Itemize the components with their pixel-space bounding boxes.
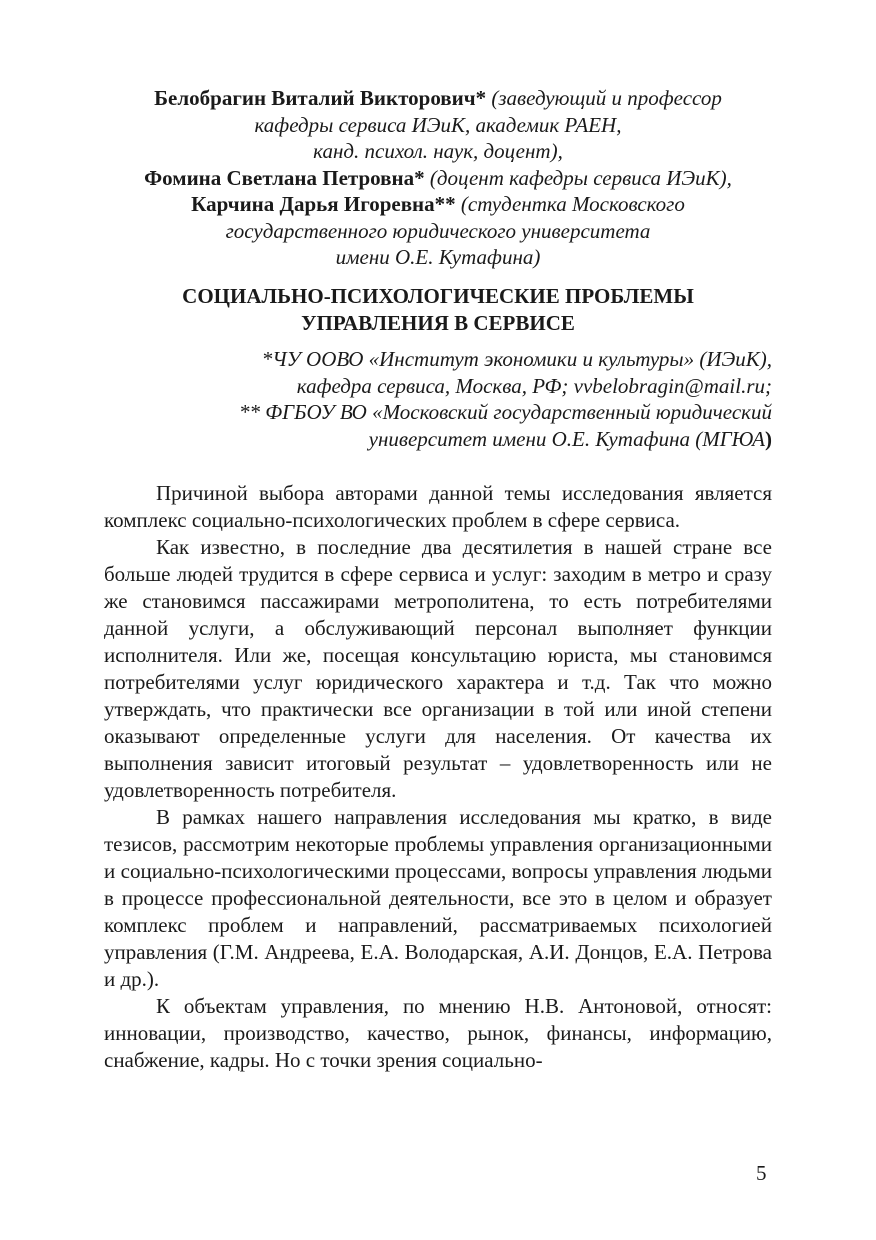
author-1-line-3	[90, 138, 786, 165]
author-3-name: Карчина Дарья Игоревна**	[191, 192, 456, 216]
paragraph: Причиной выбора авторами данной темы исследования является комплекс социально-психологических проблем в сфере сервиса.	[104, 481, 772, 532]
paragraph: В рамках нашего направления исследования мы кратко, в виде тезисов, рассмотрим некоторые проблемы управления организационными и социально-психологическими процессами, вопросы управления людьми в процессе профессиональной деятельности, все это в целом и образует комплекс проблем и направлений, рассматриваемых психологией управления (Г.М. Андреева, Е.А. Володарская, А.И. Донцов, Е.А. Петрова и др.).	[104, 805, 772, 991]
paragraph: Как известно, в последние два десятилетия в нашей стране все больше людей трудится в сфере сервиса и услуг: заходим в метро и сразу же становимся пассажирами метрополитена, то есть потребителями данной услуги, а обслуживающий персонал выполняет функции исполнителя. Или же, посещая консультацию юриста, мы становимся потребителями услуг юридического характера и т.д. Так что можно утверждать, что практически все организации в той или иной степени оказывают определенные услуги для населения. От качества их выполнения зависит итоговый результат – удовлетворенность или не удовлетворенность потребителя.	[104, 535, 772, 802]
author-1-line-2	[90, 112, 786, 139]
author-3-line-2	[90, 218, 786, 245]
article-title	[90, 283, 786, 337]
author-1-role-cont: кафедры сервиса ИЭиК, академик РАЕН,	[254, 112, 622, 137]
title-line-2: УПРАВЛЕНИЯ В СЕРВИСЕ	[301, 311, 575, 335]
title-line-1: СОЦИАЛЬНО-ПСИХОЛОГИЧЕСКИЕ ПРОБЛЕМЫ	[182, 284, 694, 308]
paragraph: К объектам управления, по мнению Н.В. Антоновой, относят: инновации, производство, качество, рынок, финансы, информацию, снабжение, кадры. Но с точки зрения социально-	[104, 994, 772, 1072]
affiliation-line-1: *ЧУ ООВО «Институт экономики и культуры» (ИЭиК),	[261, 347, 772, 371]
affiliation-line-4-text: университет имени О.Е. Кутафина (МГЮА	[368, 426, 765, 451]
author-3-line-1	[90, 191, 786, 218]
affiliation-close-paren: )	[765, 426, 772, 451]
affiliation-line-4	[72, 426, 772, 453]
author-2-role: (доцент кафедры сервиса ИЭиК),	[429, 165, 732, 190]
author-block	[90, 85, 786, 271]
author-3-role-cont: государственного юридического университета	[225, 218, 651, 243]
author-3-line-3	[90, 244, 786, 271]
author-1-line-1	[90, 85, 786, 112]
affiliation-line-3: ** ФГБОУ ВО «Московский государственный юридический	[239, 400, 772, 424]
author-1-role-cont: канд. психол. наук, доцент),	[313, 139, 563, 163]
author-2-name: Фомина Светлана Петровна*	[144, 165, 425, 190]
author-1-name: Белобрагин Виталий Викторович*	[154, 86, 487, 110]
affiliation-block	[72, 346, 772, 452]
affiliation-line-2: кафедра сервиса, Москва, РФ; vvbelobragin@mail.ru;	[296, 373, 772, 398]
author-3-role: (студентка Московского	[460, 192, 685, 216]
author-3-role-cont: имени О.Е. Кутафина)	[335, 245, 541, 269]
author-1-role: (заведующий и профессор	[491, 86, 722, 110]
body-text	[104, 480, 772, 1074]
page-number: 5	[756, 1161, 767, 1185]
author-2-line	[90, 165, 786, 192]
